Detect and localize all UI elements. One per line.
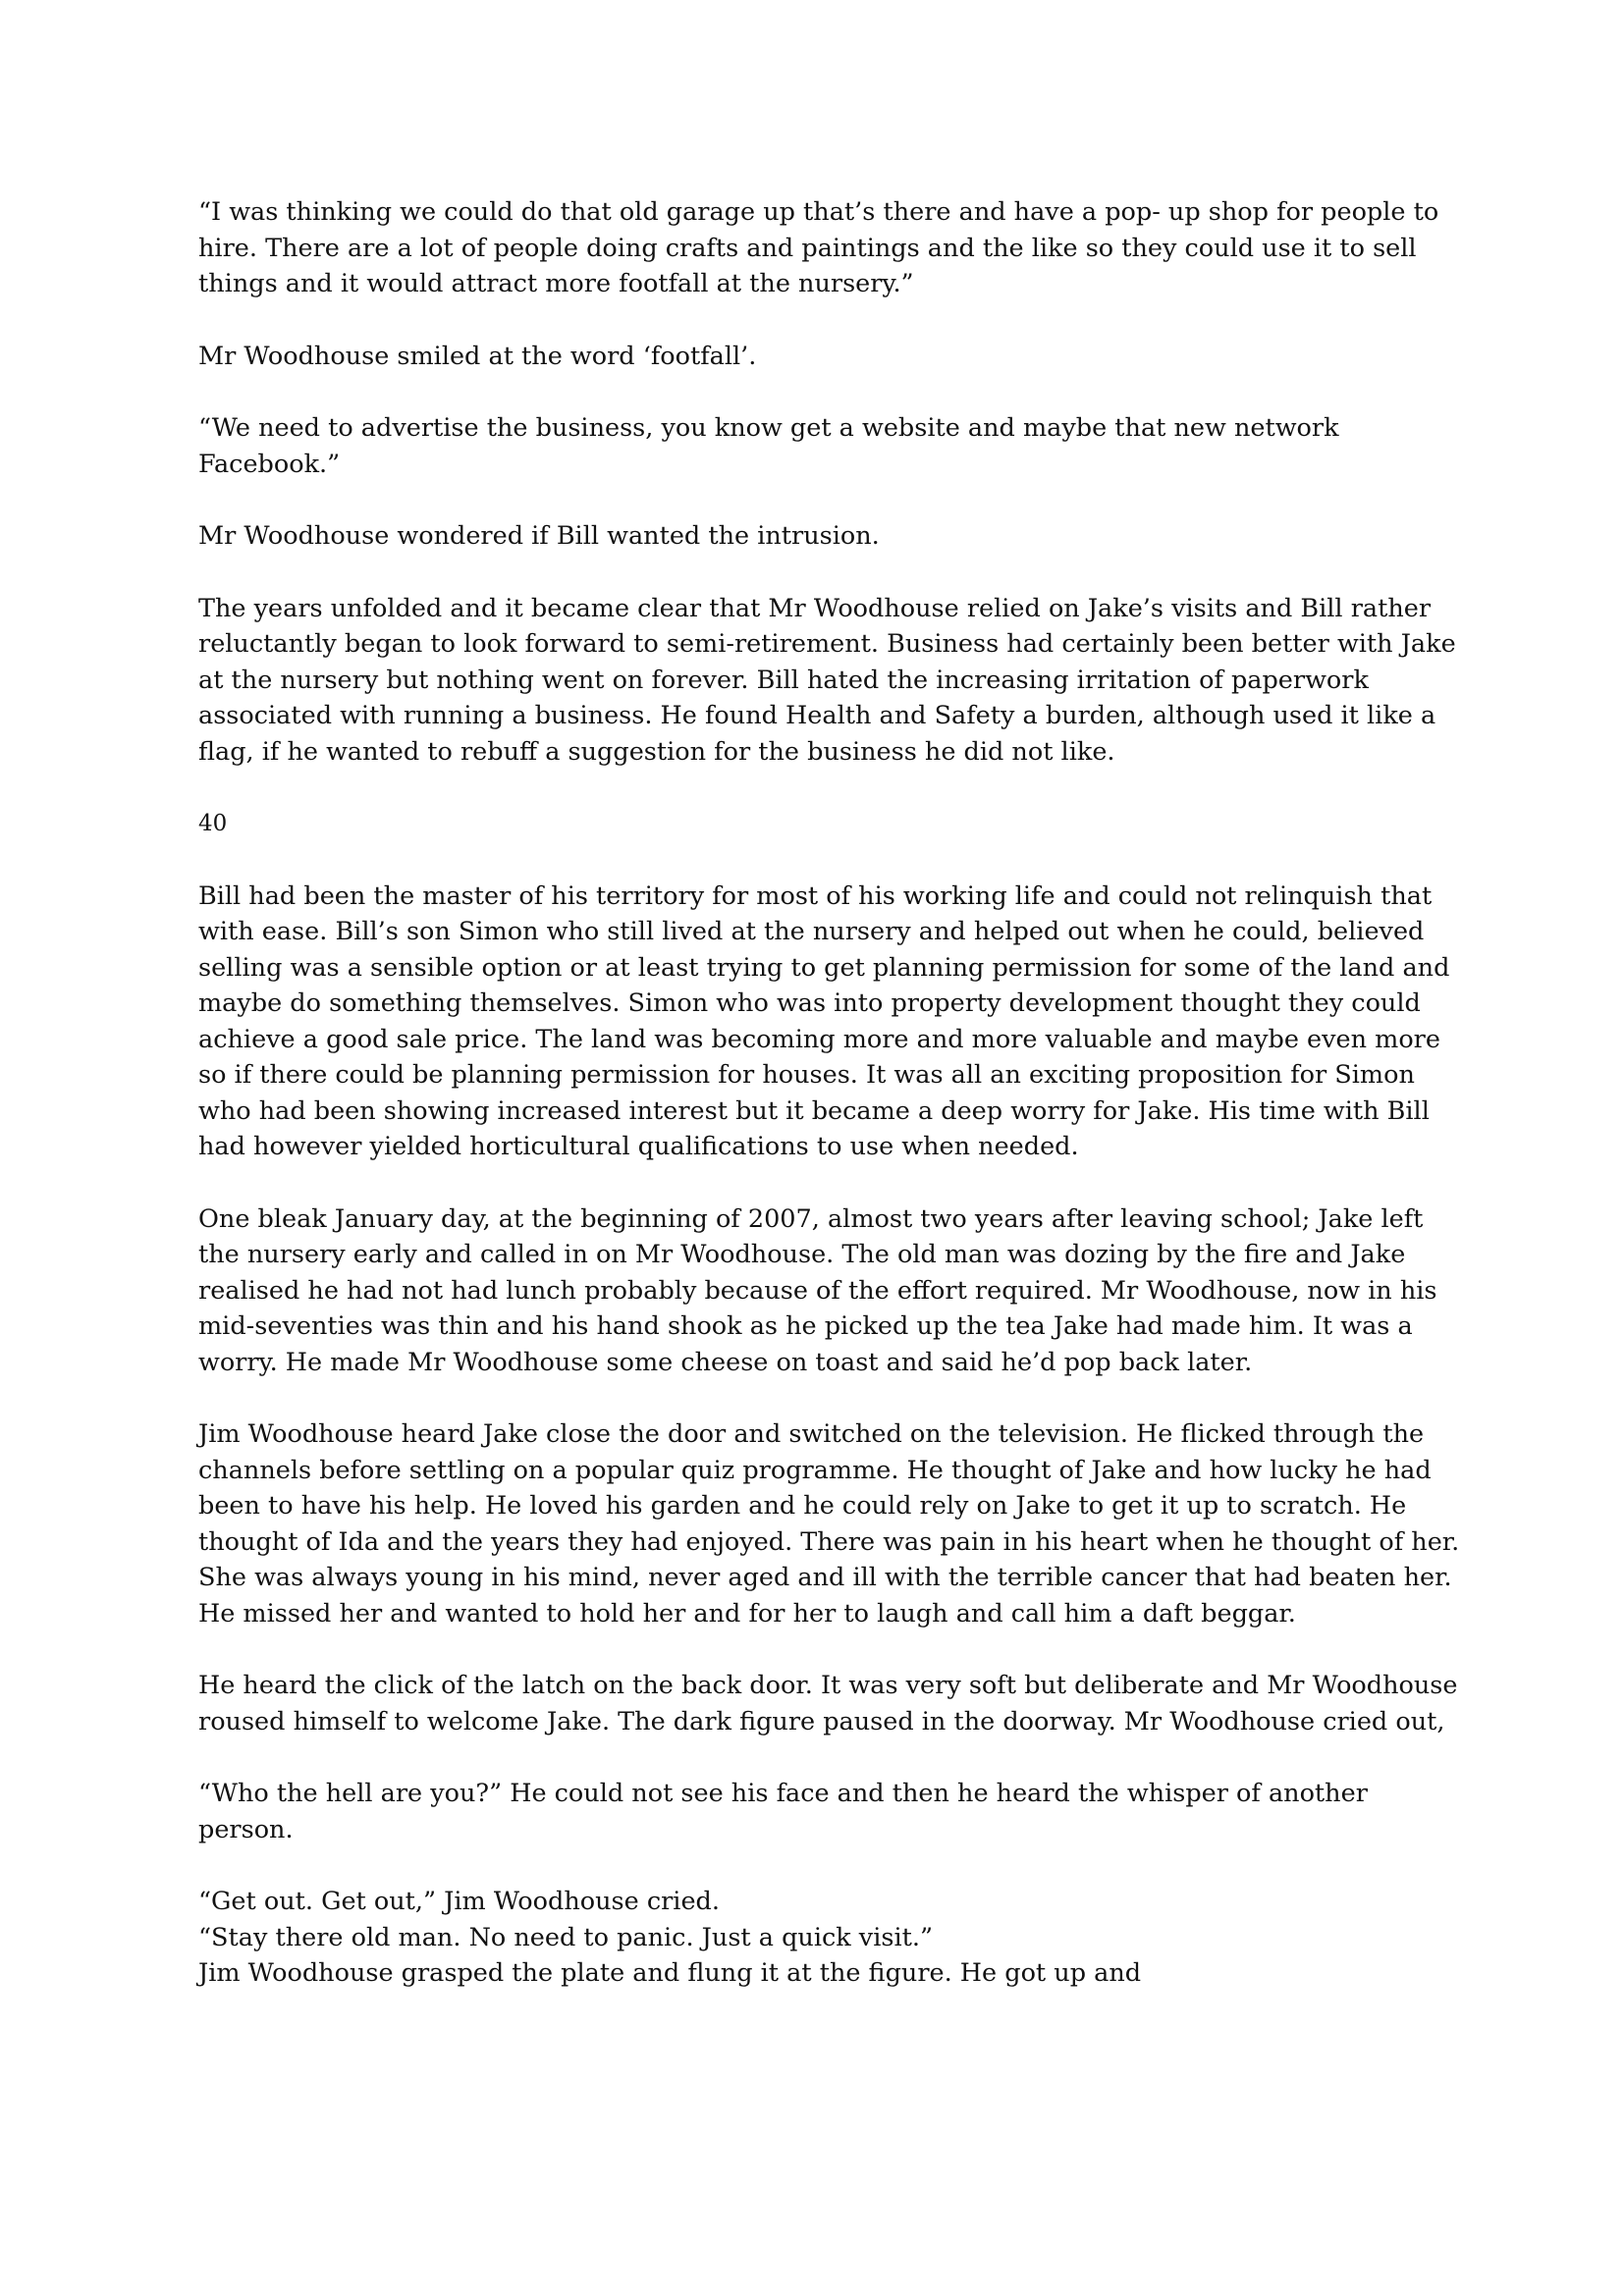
paragraph: He heard the click of the latch on the back door. It was very soft but deliberate and Mr Woodhouse roused himself to welcome Jake. The dark figure paused in the doorway. Mr Woodhouse cried out, — [198, 1671, 1458, 1736]
paragraph: “Who the hell are you?” He could not see his face and then he heard the whisper of another person. — [198, 1779, 1368, 1844]
paragraph: “I was thinking we could do that old garage up that’s there and have a pop- up shop for people to hire. There are a lot of people doing crafts and paintings and the like so they could use it to sell things and it would attract more footfall at the nursery.” — [198, 197, 1439, 298]
page-number: 40 — [198, 811, 228, 836]
paragraph: Mr Woodhouse wondered if Bill wanted the intrusion. — [198, 521, 880, 551]
paragraph: Bill had been the master of his territory for most of his working life and could not relinquish that with ease. Bill’s son Simon who still lived at the nursery and helped out when he could, believed selling was a sensible option or at least trying to get planning permission for some of the land and maybe do something themselves. Simon who was into property development thought they could achieve a good sale price. The land was becoming more and more valuable and maybe even more so if there could be planning permission for houses. It was all an exciting proposition for Simon who had been showing increased interest but it became a deep worry for Jake. His time with Bill had however yielded horticultural qualifications to use when needed. — [198, 881, 1450, 1161]
paragraph: The years unfolded and it became clear that Mr Woodhouse relied on Jake’s visits and Bill rather reluctantly began to look forward to semi-retirement. Business had certainly been better with Jake at the nursery but nothing went on forever. Bill hated the increasing irritation of paperwork associated with running a business. He found Health and Safety a burden, although used it like a flag, if he wanted to rebuff a suggestion for the business he did not like. — [198, 593, 1456, 767]
paragraph: “We need to advertise the business, you know get a website and maybe that new network Facebook.” — [198, 413, 1339, 479]
paragraph: Mr Woodhouse smiled at the word ‘footfall’. — [198, 341, 757, 371]
paragraph: “Stay there old man. No need to panic. Just a quick visit.” — [198, 1922, 934, 1952]
document-body — [198, 194, 1465, 1992]
paragraph: One bleak January day, at the beginning of 2007, almost two years after leaving school; Jake left the nursery early and called in on Mr Woodhouse. The old man was dozing by the fire and Jake realised he had not had lunch probably because of the effort required. Mr Woodhouse, now in his mid-seventies was thin and his hand shook as he picked up the tea Jake had made him. It was a worry. He made Mr Woodhouse some cheese on toast and said he’d pop back later. — [198, 1203, 1437, 1377]
paragraph: “Get out. Get out,” Jim Woodhouse cried. — [198, 1887, 720, 1916]
paragraph: Jim Woodhouse grasped the plate and flung it at the figure. He got up and — [198, 1958, 1142, 1988]
paragraph: Jim Woodhouse heard Jake close the door and switched on the television. He flicked through the channels before settling on a popular quiz programme. He thought of Jake and how lucky he had been to have his help. He loved his garden and he could rely on Jake to get it up to scratch. He thought of Ida and the years they had enjoyed. There was pain in his heart when he thought of her. She was always young in his mind, never aged and ill with the terrible cancer that had beaten her. He missed her and wanted to hold her and for her to laugh and call him a daft beggar. — [198, 1419, 1460, 1629]
